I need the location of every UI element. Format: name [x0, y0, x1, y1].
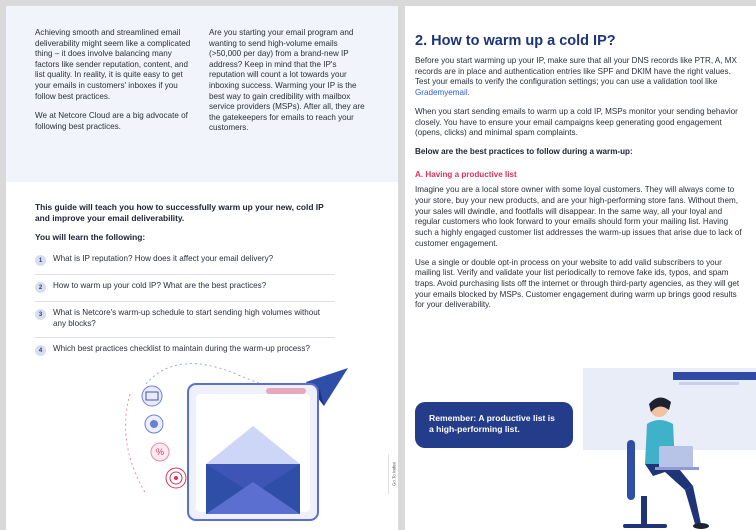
body-text: .	[467, 88, 470, 98]
list-item[interactable]	[35, 275, 335, 302]
target-icon	[145, 415, 163, 433]
list-number: 4	[35, 345, 46, 356]
list-item[interactable]	[35, 248, 335, 275]
learn-heading: You will learn the following:	[35, 232, 146, 242]
target-icon	[166, 468, 186, 488]
list-item-text: What is Netcore's warm-up schedule to start sending high volumes without any blocks?	[53, 308, 320, 328]
percent-icon	[151, 443, 169, 461]
remember-callout: Remember: A productive list is a high-performing list.	[415, 402, 573, 448]
person-laptop-illustration	[583, 368, 756, 530]
list-number: 1	[35, 255, 46, 266]
list-number: 2	[35, 282, 46, 293]
list-number: 3	[35, 309, 46, 320]
svg-text:%: %	[155, 447, 165, 457]
body-text: Before you start warming up your IP, make sure that all your DNS records like PTR, A, MX records are in place and authentication entries like SPF and DKIM have the right values. Test your emails to verify the configuration settings; you can use a validation tool like	[415, 56, 737, 87]
list-item-text: Which best practices checklist to maintain during the warm-up process?	[53, 344, 310, 354]
list-item[interactable]	[35, 302, 335, 338]
left-page	[6, 6, 398, 530]
right-page	[405, 6, 756, 530]
grademyemail-link[interactable]: Grademyemail	[415, 88, 468, 98]
body-lead: Below are the best practices to follow during a warm-up:	[415, 146, 633, 156]
body-paragraph: Use a single or double opt-in process on your website to add valid subscribers to your mailing list. Verify and validate your list periodically to remove fake ids, typos, and spam traps. Avoid purchasing lists off the internet or through third-party agencies, as they will get your emails blocked by MSPs. Customer engagement during warm up brings good results for your deliverability.	[415, 257, 740, 310]
intro-column-1	[35, 28, 193, 141]
email-illustration	[116, 354, 356, 530]
intro-paragraph: We at Netcore Cloud are a big advocate of following best practices.	[35, 111, 188, 131]
intro-column-2	[209, 28, 367, 143]
guide-section	[35, 202, 335, 364]
section-title: 2. How to warm up a cold IP?	[415, 33, 616, 49]
intro-paragraph: Are you starting your email program and wanting to send high-volume emails (>50,000 per day) from a brand-new IP address? Keep in mind that the IP's reputation will count a lot towards your inboxing success. Warming your IP is the best way to gain credibility with mailbox service providers (MSPs). After all, they are the gatekeepers for emails to reach your customers.	[209, 28, 365, 133]
subheading: A. Having a productive list	[415, 169, 517, 179]
list-item-text: What is IP reputation? How does it affect your email delivery?	[53, 254, 274, 263]
go-to-index-tab[interactable]	[388, 454, 398, 494]
guide-heading: This guide will teach you how to successfully warm up your new, cold IP and improve your email deliverability.	[35, 202, 324, 223]
intro-section	[6, 6, 398, 182]
envelope-icon	[142, 386, 162, 406]
intro-paragraph: Achieving smooth and streamlined email deliverability might seem like a complicated thing – it does involve balancing many factors like sender reputation, content, and list quality. In reality, it is quite easy to get your emails in customers' inboxes if you follow best practices.	[35, 28, 191, 101]
go-to-index-label: Go To Index	[391, 461, 397, 487]
body-paragraph	[415, 56, 747, 99]
list-item-text: How to warm up your cold IP? What are the best practices?	[53, 281, 267, 290]
body-paragraph: When you start sending emails to warm up a cold IP, MSPs monitor your sending behavior closely. You have to ensure your email campaigns keep generating good engagement (opens, clicks) and minimal spam complaints.	[415, 106, 738, 138]
section-body	[415, 56, 747, 319]
body-paragraph: Imagine you are a local store owner with some loyal customers. They will always come to your store, buy your new products, and are your high-performing store fans. Without them, your sales will dwindle, and footfalls will disappear. In the same way, all your loyal and regular customers who look forward to your emails should form your mailing list. Having such a highly engaged customer list addresses the warm-up issues that arise due to lack of customer engagement.	[415, 185, 742, 248]
